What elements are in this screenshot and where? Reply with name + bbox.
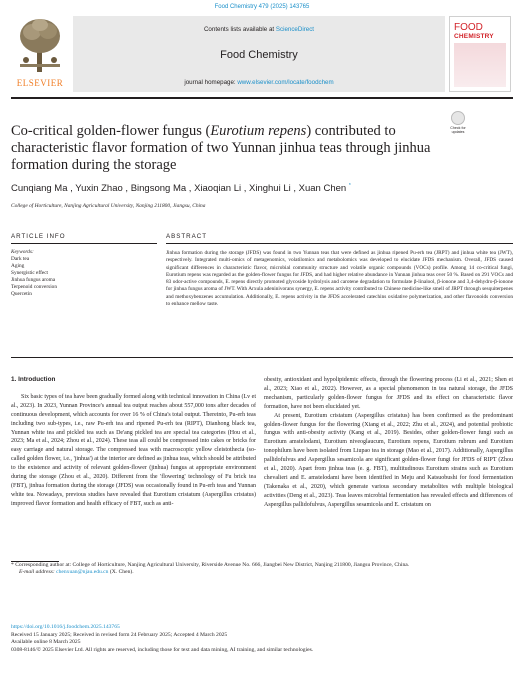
body-column-right bbox=[264, 376, 513, 510]
elsevier-tree-icon bbox=[17, 16, 63, 74]
copyright-line: 0308-8146/© 2025 Elsevier Ltd. All rights are reserved, including those for text and data mining, AI training, and similar technologies. bbox=[11, 646, 314, 653]
title-part2: ) contributed to characteristic flavor formation of two Yunnan jinhua teas through jinhua formation during the storage bbox=[11, 123, 431, 173]
journal-reference[interactable]: Food Chemistry 479 (2025) 143765 bbox=[214, 4, 310, 10]
keyword-item: Synergistic effect bbox=[11, 270, 49, 276]
body-column-left bbox=[11, 376, 256, 509]
check-updates-label: Check for updates bbox=[450, 126, 466, 135]
keyword-item: Jinhua fungus aroma bbox=[11, 277, 56, 283]
keywords-label: Keywords: bbox=[11, 249, 34, 255]
section-heading-introduction: 1. Introduction bbox=[11, 376, 56, 383]
body-paragraph: obesity, antioxidant and hypolipidemic effects, through the flowering process (Li et al., 2021; Shen et al., 2023; Xiao et al., 2022). However, as a special phenomenon in tea natural storage, the JFDS mechanism, particularly golden-flower fungus for JFDS and its effect on characteristic flavor formation, have not been elucidated yet. bbox=[264, 377, 513, 410]
email-suffix: (X. Chen). bbox=[108, 569, 134, 576]
authors-text[interactable]: Cunqiang Ma , Yuxin Zhao , Bingsong Ma , Xiaoqian Li , Xinghui Li , Xuan Chen bbox=[11, 183, 347, 195]
article-info-rule bbox=[11, 243, 157, 244]
abstract-text: Jinhua formation during the storage (JFDS) was found in two Yunnan teas that were defined as jinhua ripened Pu-erh tea (JRPT) and jinhua white tea (JWT), respectively. Integrated multi-omics of metagenomics, volatilomics and metabolomics was developed to elucidate JFDS mechanism. Overall, JFDS caused significant differences in characteristic flavor, microbial community structure and volatile organic compounds (VOCs) profile. Among 14 co-critical fungi, Eurotium repens was regarded as the golden-flower fungus for JFDS, and had higher relative abundance in Yunnan jinhua teas over 50 %. Based on 291 VOCs and 83 odor-active compounds, E. repens directly promoted glycoside hydrolysis and carotene degradation to formulate β-linalool, β-ionone and 3,4-dehydro-β-ionone for jinhua fungus aroma of JWT. With Arxula adeninivorans synergy, E. repens activity contributed to Chinese medicine-like smell of JRPT through sesquiterpenes and methoxybenzenes accumulation. Additionally, E. repens activity in the JFDS accelerated catechins oxidative polymerization, and other flavonoids conversion to enhance mellow taste. bbox=[166, 250, 513, 308]
body-paragraph: Six basic types of tea have been gradually formed along with technical innovation in China (Lv et al., 2023). In 2023, Yunnan Province's annual tea output reaches about 557,000 tons after decades of continuous development, which accounts for over 16 % of China's total output. Thereinto, Pu-erh teas including two sub-types, i.e., raw Pu-erh tea and ripened Pu-erh tea (RIPT), Dianhong black tea, Yunnan white tea and pickled tea such as De'ang pickled tea are special tea categories (Hou et al., 2023; Ma et al., 2024; Zhou et al., 2024). These teas all could be compressed into cakes or bricks for easy carriage and natural storage. The compressed teas with macroscopic yellow cleistothecia (so-called golden flower, i.e., 'jinhua') at the interior are defined as jinhua teas, which should be attributed to the existence and activity of relevant golden-flower (jinhua) fungus at appropriate environment during the storage (Zhou et al., 2020). Different from the 'flowering' technology of Fu brick tea (FBT), jinhua formation during the storage (JFDS) was occasionally found in Pu-erh teas and Yunnan white tea. Nowadays, previous studies have revealed that Eurotium cristatum (Aspergillus cristatus) improved flavor formation and health efficacy of FBT, such as anti- bbox=[11, 393, 256, 507]
journal-header bbox=[11, 16, 513, 94]
check-updates-icon bbox=[451, 111, 465, 125]
keyword-item: Terpenoid conversion bbox=[11, 284, 57, 290]
available-online: Available online 8 March 2025 bbox=[11, 639, 81, 645]
abstract-heading: ABSTRACT bbox=[166, 233, 208, 240]
email-link[interactable]: chenxuan@njau.edu.cn bbox=[56, 569, 109, 576]
homepage-prefix: journal homepage: bbox=[184, 79, 238, 86]
header-divider bbox=[11, 97, 513, 99]
email-line bbox=[11, 569, 513, 576]
title-species: Eurotium repens bbox=[210, 123, 307, 139]
journal-banner bbox=[73, 16, 445, 92]
cover-artwork bbox=[454, 43, 506, 87]
received-dates: Received 15 January 2025; Received in revised form 24 February 2025; Accepted 4 March 2025 bbox=[11, 631, 228, 638]
journal-cover-thumbnail[interactable] bbox=[449, 16, 511, 92]
homepage-line bbox=[73, 79, 445, 86]
title-part1: Co-critical golden-flower fungus ( bbox=[11, 123, 211, 139]
abstract-rule bbox=[166, 243, 513, 244]
corresponding-author-note: * Corresponding author at: College of Horticulture, Nanjing Agricultural University, Riverside Avenue No. 666, Jiangbei New District, Nanjing 211800, Jiangsu Province, China. bbox=[11, 562, 410, 568]
journal-title: Food Chemistry bbox=[220, 49, 298, 61]
keyword-item: Aging bbox=[11, 263, 25, 269]
journal-homepage-link[interactable]: www.elsevier.com/locate/foodchem bbox=[237, 79, 334, 86]
footnote bbox=[11, 562, 513, 577]
cover-title-line2: CHEMISTRY bbox=[454, 33, 494, 40]
doi-link[interactable]: https://doi.org/10.1016/j.foodchem.2025.143765 bbox=[11, 624, 120, 630]
contents-line bbox=[73, 26, 445, 33]
check-for-updates-badge[interactable] bbox=[447, 111, 469, 137]
keywords-block bbox=[11, 249, 157, 298]
sciencedirect-link[interactable]: ScienceDirect bbox=[275, 26, 315, 33]
abstract-bottom-rule bbox=[11, 357, 513, 358]
affiliation: College of Horticulture, Nanjing Agricultural University, Nanjing 211800, Jiangsu, China bbox=[11, 203, 206, 209]
cover-title-line1: FOOD bbox=[454, 22, 483, 33]
keyword-item: Quercetin bbox=[11, 291, 32, 297]
article-metadata bbox=[11, 624, 513, 654]
corresponding-author-mark[interactable]: * bbox=[348, 183, 351, 189]
body-paragraph: At present, Eurotium cristatum (Aspergillus cristatus) has been confirmed as the predominant golden-flower fungus for the flowering (Xiang et al., 2022; Zhu et al., 2024), and potential probiotic fungus with anti-obesity activity (Kang et al., 2019). Besides, other golden-flower fungi such as Eurotium amstelodami, Eurotium niveoglaucum, Eurotium repens, Eurotium rubrum and Eurotium tonophilum have been isolated from Liupao tea in storage (Mao et al., 2017). Additionally, Aspergillus pallidofulvus and Aspergillus sesamicola are significant golden-flower fungi for JFDS of RIPT (Zhou et al., 2020). Apart from jinhua teas (e. g. FBT), multitudinous Eurotium strains such as Eurotium chevalieri and E. amstelodami have been identified in Meju and Katsuobushi for food fermentation (Takenaka et al., 2020), which generate various secondary metabolites with multiple biological activities (Deng et al., 2023). Teas leaves microbial fermentation has revealed effects and differences of Aspergillus pallidofulvus, Aspergillus sesamicola and E. cristatum on bbox=[264, 412, 513, 508]
author-list bbox=[11, 183, 441, 194]
article-title bbox=[11, 123, 441, 174]
publisher-logo[interactable] bbox=[11, 16, 69, 92]
keyword-item: Dark tea bbox=[11, 256, 30, 262]
email-label: E-mail address: bbox=[19, 569, 57, 576]
contents-prefix: Contents lists available at bbox=[203, 26, 276, 33]
article-info-heading: ARTICLE INFO bbox=[11, 233, 66, 240]
publisher-name: ELSEVIER bbox=[16, 78, 64, 88]
